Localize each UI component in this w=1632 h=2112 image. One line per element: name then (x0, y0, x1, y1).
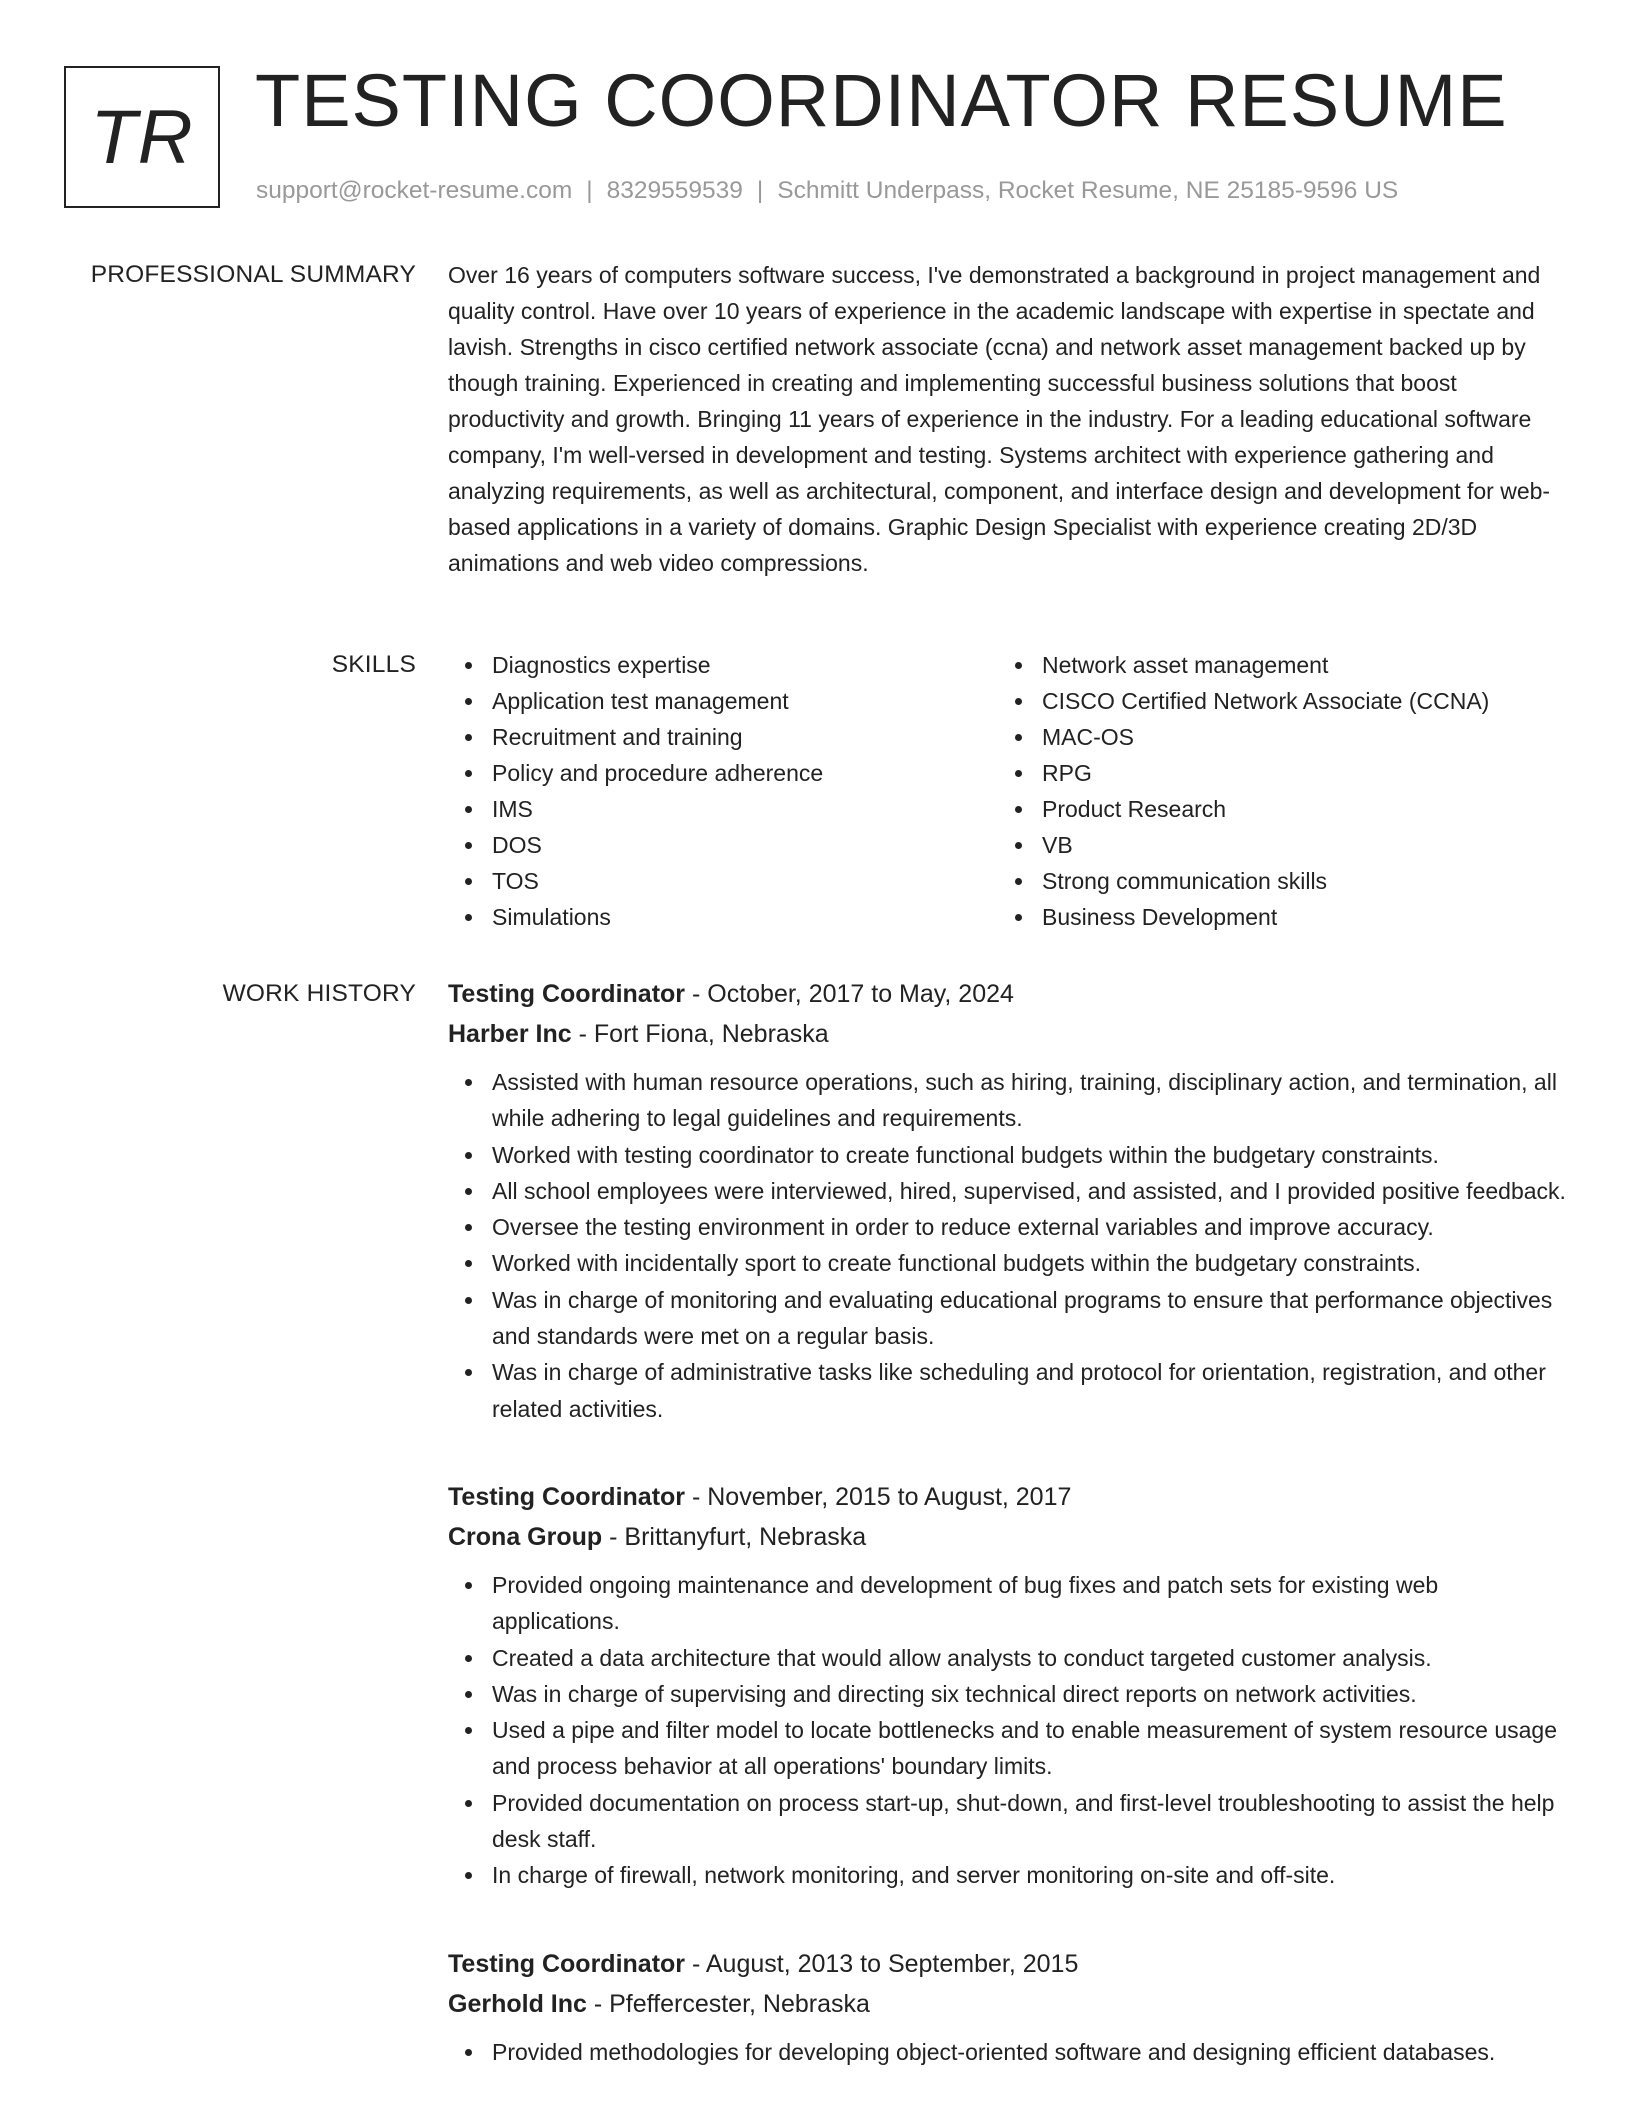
job-bullet: In charge of firewall, network monitoring, and server monitoring on-site and off-site. (448, 1857, 1570, 1893)
skill-item: IMS (448, 791, 998, 827)
job-bullet: Provided ongoing maintenance and development of bug fixes and patch sets for existing web applications. (448, 1567, 1570, 1640)
skill-item: Recruitment and training (448, 719, 998, 755)
job-bullet: Oversee the testing environment in order to reduce external variables and improve accuracy. (448, 1209, 1570, 1245)
contact-separator: | (756, 177, 764, 204)
job-company-line (448, 1014, 1570, 1054)
contact-line (256, 174, 1398, 208)
job-title-line (448, 1944, 1570, 1984)
skill-item: MAC-OS (998, 719, 1548, 755)
job-bullet: Was in charge of monitoring and evaluating educational programs to ensure that performance objectives and standards were met on a regular basis. (448, 1282, 1570, 1355)
job-location: - Pfeffercester, Nebraska (586, 1989, 870, 2018)
job-bullet: Used a pipe and filter model to locate bottlenecks and to enable measurement of system resource usage and process behavior at all operations' boundary limits. (448, 1712, 1570, 1785)
job-company: Harber Inc (448, 1020, 572, 1048)
job-location: - Brittanyfurt, Nebraska (602, 1522, 867, 1551)
skills-list-right (998, 647, 1548, 935)
work-history-heading: WORK HISTORY (222, 980, 416, 1007)
job-title-line (448, 974, 1570, 1014)
skill-item: VB (998, 827, 1548, 863)
job-company-line (448, 1984, 1570, 2024)
job-bullet-list (448, 1567, 1570, 1894)
skill-item: RPG (998, 755, 1548, 791)
job-bullet: Assisted with human resource operations, such as hiring, training, disciplinary action, and termination, all while adhering to legal guidelines and requirements. (448, 1064, 1570, 1137)
job-bullet: All school employees were interviewed, hired, supervised, and assisted, and I provided positive feedback. (448, 1173, 1570, 1209)
work-history-section (448, 974, 1570, 2070)
contact-address: Schmitt Underpass, Rocket Resume, NE 25185-9596 US (777, 177, 1399, 204)
job-bullet: Provided documentation on process start-up, shut-down, and first-level troubleshooting to assist the help desk staff. (448, 1785, 1570, 1858)
skill-item: Product Research (998, 791, 1548, 827)
skills-list-left (448, 647, 998, 935)
skill-item: DOS (448, 827, 998, 863)
job-company: Gerhold Inc (448, 1989, 587, 2018)
job-entry (448, 1477, 1570, 1894)
job-title-line (448, 1477, 1570, 1517)
skill-item: TOS (448, 863, 998, 899)
skill-item: Policy and procedure adherence (448, 755, 998, 791)
job-entry (448, 1944, 1570, 2070)
job-bullet: Was in charge of supervising and directing six technical direct reports on network activities. (448, 1676, 1570, 1712)
skill-item: CISCO Certified Network Associate (CCNA) (998, 683, 1548, 719)
job-bullet-list (448, 1064, 1570, 1427)
job-title: Testing Coordinator (448, 1482, 686, 1511)
skill-item: Application test management (448, 683, 998, 719)
job-bullet: Created a data architecture that would allow analysts to conduct targeted customer analysis. (448, 1640, 1570, 1676)
job-bullet: Provided methodologies for developing object-oriented software and designing efficient databases. (448, 2034, 1570, 2070)
job-company-line (448, 1517, 1570, 1557)
job-dates: - August, 2013 to September, 2015 (685, 1949, 1079, 1978)
summary-heading: PROFESSIONAL SUMMARY (90, 261, 416, 288)
summary-section (448, 257, 1570, 581)
job-bullet: Worked with testing coordinator to create functional budgets within the budgetary constraints. (448, 1137, 1570, 1173)
skill-item: Simulations (448, 899, 998, 935)
skills-section (448, 647, 1570, 935)
job-company: Crona Group (448, 1522, 603, 1551)
job-dates: - October, 2017 to May, 2024 (685, 980, 1014, 1008)
skill-item: Network asset management (998, 647, 1548, 683)
job-bullet: Worked with incidentally sport to create functional budgets within the budgetary constraints. (448, 1245, 1570, 1281)
job-dates: - November, 2015 to August, 2017 (685, 1482, 1072, 1511)
skill-item: Diagnostics expertise (448, 647, 998, 683)
skill-item: Strong communication skills (998, 863, 1548, 899)
job-title: Testing Coordinator (448, 980, 686, 1008)
job-bullet-list (448, 2034, 1570, 2070)
job-entry (448, 974, 1570, 1427)
contact-phone[interactable]: 8329559539 (606, 177, 743, 204)
skills-heading: SKILLS (331, 651, 416, 678)
monogram-badge: TR (64, 66, 220, 208)
contact-email[interactable]: support@rocket-resume.com (256, 177, 573, 204)
summary-text: Over 16 years of computers software success, I've demonstrated a background in project management and quality control. Have over 10 years of experience in the academic landscape with expertise in spectate and lavish. Strengths in cisco certified network associate (ccna) and network asset management backed up by though training. Experienced in creating and implementing successful business solutions that boost productivity and growth. Bringing 11 years of experience in the industry. For a leading educational software company, I'm well-versed in development and testing. Systems architect with experience gathering and analyzing requirements, as well as architectural, component, and interface design and development for web-based applications in a variety of domains. Graphic Design Specialist with experience creating 2D/3D animations and web video compressions. (448, 262, 1551, 576)
job-bullet: Was in charge of administrative tasks like scheduling and protocol for orientation, registration, and other related activities. (448, 1354, 1570, 1427)
skills-grid (448, 647, 1570, 935)
resume-title: TESTING COORDINATOR RESUME (255, 59, 1508, 142)
job-location: - Fort Fiona, Nebraska (571, 1020, 829, 1048)
contact-separator: | (586, 177, 593, 204)
job-title: Testing Coordinator (448, 1949, 686, 1978)
skill-item: Business Development (998, 899, 1548, 935)
